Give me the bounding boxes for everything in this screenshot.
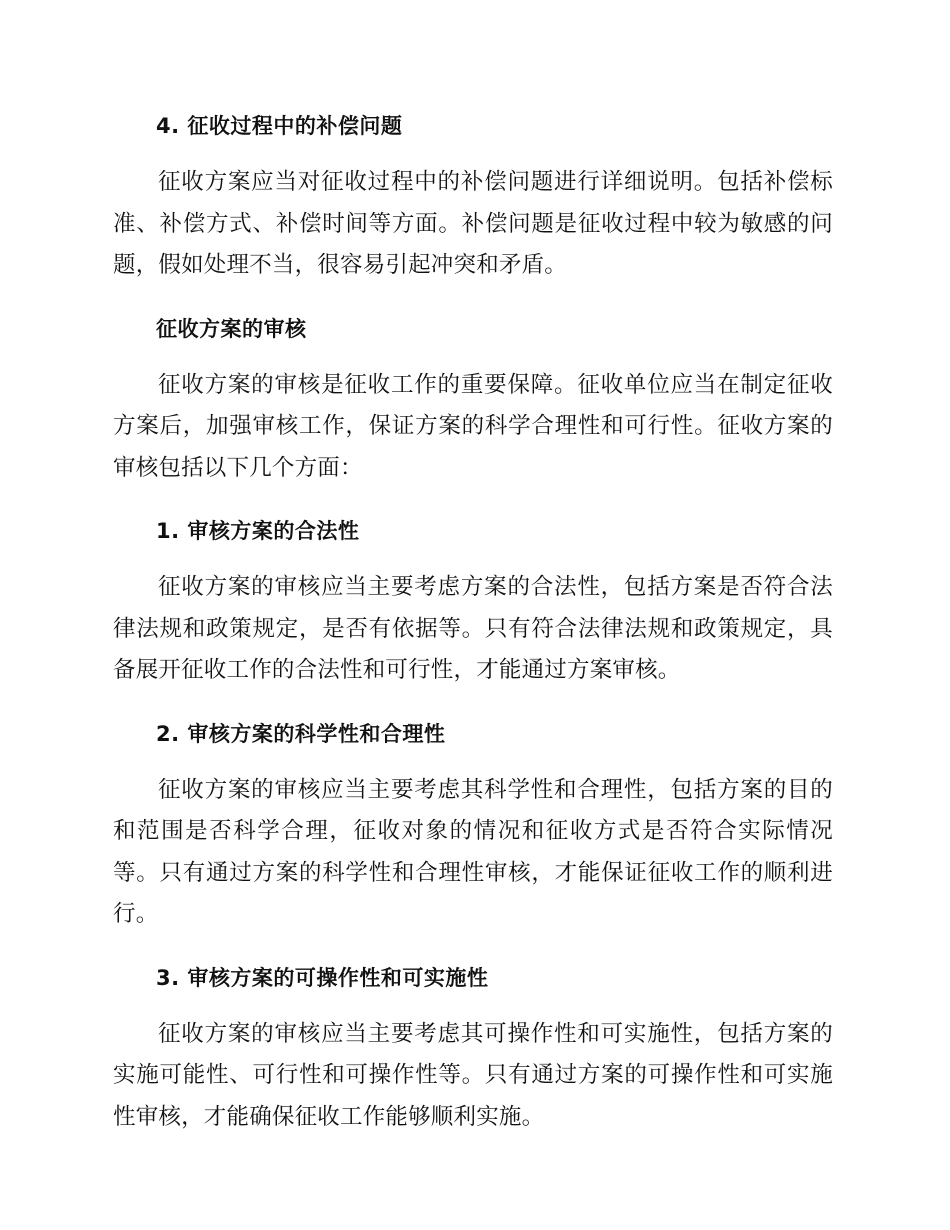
document-page xyxy=(113,110,833,1138)
section-paragraph-compensation: 征收方案应当对征收过程中的补偿问题进行详细说明。包括补偿标准、补偿方式、补偿时间等方面。补偿问题是征收过程中较为敏感的问题，假如处理不当，很容易引起冲突和矛盾。 xyxy=(113,169,833,278)
section-heading-scientific: 2. 审核方案的科学性和合理性 xyxy=(156,721,446,746)
section-paragraph-review: 征收方案的审核是征收工作的重要保障。征收单位应当在制定征收方案后，加强审核工作，保证方案的科学合理性和可行性。征收方案的审核包括以下几个方面： xyxy=(113,371,833,481)
section-heading-compensation: 4. 征收过程中的补偿问题 xyxy=(156,114,403,138)
section-heading-operability: 3. 审核方案的可操作性和可实施性 xyxy=(156,965,489,990)
section-paragraph-operability: 征收方案的审核应当主要考虑其可操作性和可实施性，包括方案的实施可能性、可行性和可操作性等。只有通过方案的可操作性和可实施性审核，才能确保征收工作能够顺利实施。 xyxy=(113,1020,833,1130)
section-heading-review: 征收方案的审核 xyxy=(156,316,307,341)
section-paragraph-legality: 征收方案的审核应当主要考虑方案的合法性，包括方案是否符合法律法规和政策规定，是否有依据等。只有符合法律法规和政策规定，具备展开征收工作的合法性和可行性，才能通过方案审核。 xyxy=(113,574,833,683)
section-heading-legality: 1. 审核方案的合法性 xyxy=(156,519,360,543)
section-paragraph-scientific: 征收方案的审核应当主要考虑其科学性和合理性，包括方案的目的和范围是否科学合理，征收对象的情况和征收方式是否符合实际情况等。只有通过方案的科学性和合理性审核，才能保证征收工作的顺利进行。 xyxy=(113,776,833,927)
